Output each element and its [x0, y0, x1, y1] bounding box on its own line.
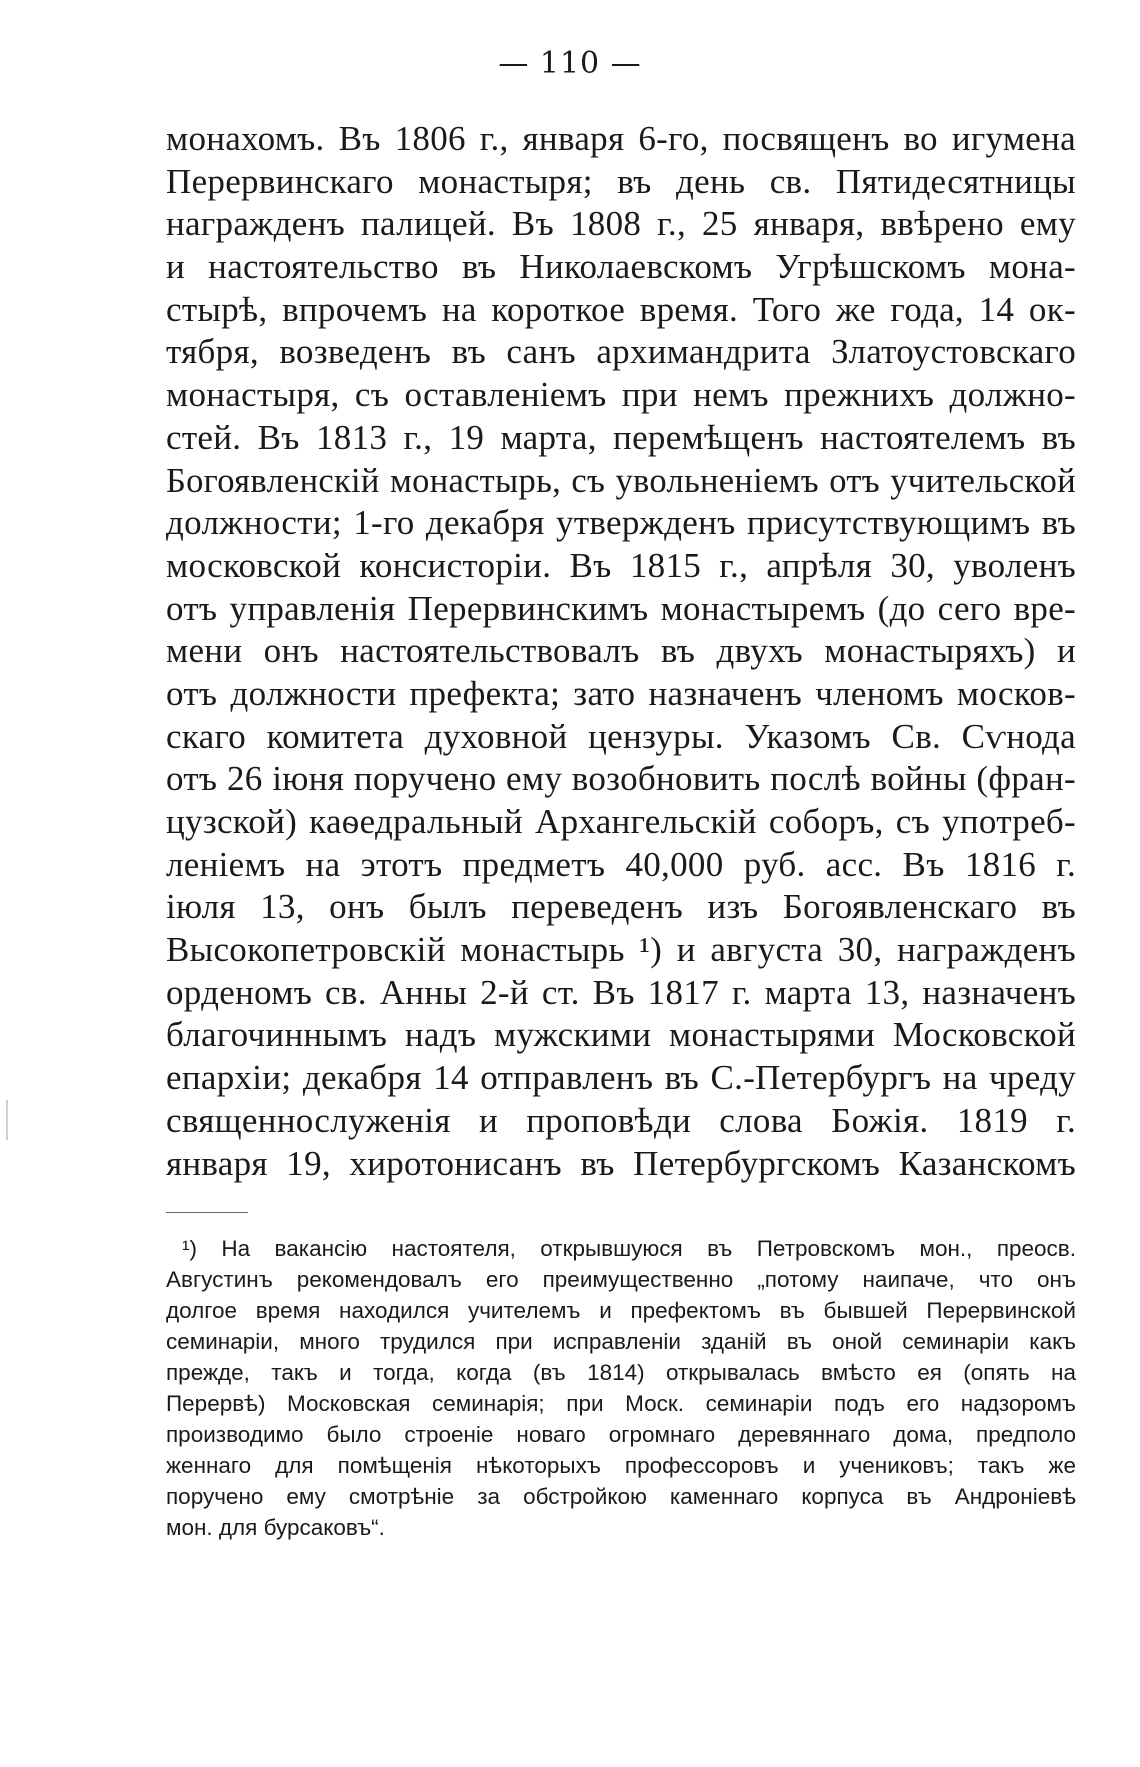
body-line: Богоявленскій монастырь, съ увольненіемъ отъ учительской — [166, 461, 1076, 500]
body-line: Перервинскаго монастыря; въ день св. Пятидесятницы — [166, 161, 1076, 201]
body-line: орденомъ св. Анны 2-й ст. Въ 1817 г. марта 13, назначенъ — [166, 972, 1076, 1012]
footnote-line: прежде, такъ и тогда, когда (въ 1814) открывалась вмѣсто ея (опять на — [166, 1360, 1076, 1385]
body-line: цузской) каѳедральный Архангельскій соборъ, съ употреб- — [166, 802, 1076, 841]
body-line: священнослуженія и проповѣди слова Божія. 1819 г. — [166, 1100, 1076, 1140]
body-line: января 19, хиротонисанъ въ Петербургскомъ Казанскомъ — [166, 1143, 1076, 1183]
body-line: монастыря, съ оставленіемъ при немъ прежнихъ должно- — [166, 375, 1076, 415]
footnote-line: долгое время находился учителемъ и префектомъ въ бывшей Перервинской — [166, 1298, 1076, 1323]
body-line: монахомъ. Въ 1806 г., января 6-го, посвященъ во игумена — [166, 119, 1076, 158]
body-line: скаго комитета духовной цензуры. Указомъ Св. Сѵнода — [166, 716, 1076, 756]
footnote-line: семинаріи, много трудился при исправленіи зданій въ оной семинаріи какъ — [166, 1329, 1076, 1354]
footnote-line: женнаго для помѣщенія нѣкоторыхъ профессоровъ и учениковъ; такъ же — [166, 1453, 1076, 1478]
body-line: леніемъ на этотъ предметъ 40,000 руб. асс. Въ 1816 г. — [166, 844, 1076, 884]
footnote-divider — [166, 1212, 248, 1213]
footnote — [166, 1233, 1076, 1543]
body-line: Высокопетровскій монастырь ¹) и августа 30, награжденъ — [166, 930, 1076, 970]
footnote-line: производимо было строеніе новаго огромнаго деревяннаго дома, предполо — [166, 1422, 1076, 1447]
body-line: должности; 1-го декабря утвержденъ присутствующимъ въ — [166, 503, 1076, 543]
body-line: стей. Въ 1813 г., 19 марта, перемѣщенъ настоятелемъ въ — [166, 417, 1076, 457]
body-line: и настоятельство въ Николаевскомъ Угрѣшскомъ мона- — [166, 247, 1076, 287]
body-line: отъ 26 іюня поручено ему возобновить послѣ войны (фран- — [166, 759, 1076, 799]
body-line: іюля 13, онъ былъ переведенъ изъ Богоявленскаго въ — [166, 887, 1076, 927]
body-line: тября, возведенъ въ санъ архимандрита Златоустовскаго — [166, 332, 1076, 372]
body-line: награжденъ палицей. Въ 1808 г., 25 января, ввѣрено ему — [166, 204, 1076, 244]
body-line: стырѣ, впрочемъ на короткое время. Того же года, 14 ок- — [166, 289, 1076, 329]
body-line: московской консисторіи. Въ 1815 г., апрѣля 30, уволенъ — [166, 545, 1076, 585]
scan-margin-mark — [6, 1100, 8, 1140]
footnote-line: ¹) На вакансію настоятеля, открывшуюся въ Петровскомъ мон., преосв. — [182, 1236, 1076, 1261]
body-line: отъ должности префекта; зато назначенъ членомъ москов- — [166, 673, 1076, 713]
body-line: отъ управленія Перервинскимъ монастыремъ (до сего вре- — [166, 588, 1076, 628]
body-line: мени онъ настоятельствовалъ въ двухъ монастыряхъ) и — [166, 631, 1076, 671]
footnote-line: поручено ему смотрѣніе за обстройкою каменнаго корпуса въ Андроніевѣ — [166, 1484, 1076, 1509]
body-line: епархіи; декабря 14 отправленъ въ С.-Петербургъ на чреду — [166, 1058, 1076, 1098]
footnote-line: Августинъ рекомендовалъ его преимущественно „потому наипаче, что онъ — [166, 1267, 1076, 1292]
footnote-line: мон. для бурсаковъ“. — [166, 1515, 385, 1540]
body-text — [166, 118, 1076, 1185]
body-line: благочиннымъ надъ мужскими монастырями Московской — [166, 1015, 1076, 1055]
page-number: — 110 — — [498, 46, 642, 81]
footnote-line: Перервѣ) Московская семинарія; при Моск. семинаріи подъ его надзоромъ — [166, 1391, 1076, 1416]
